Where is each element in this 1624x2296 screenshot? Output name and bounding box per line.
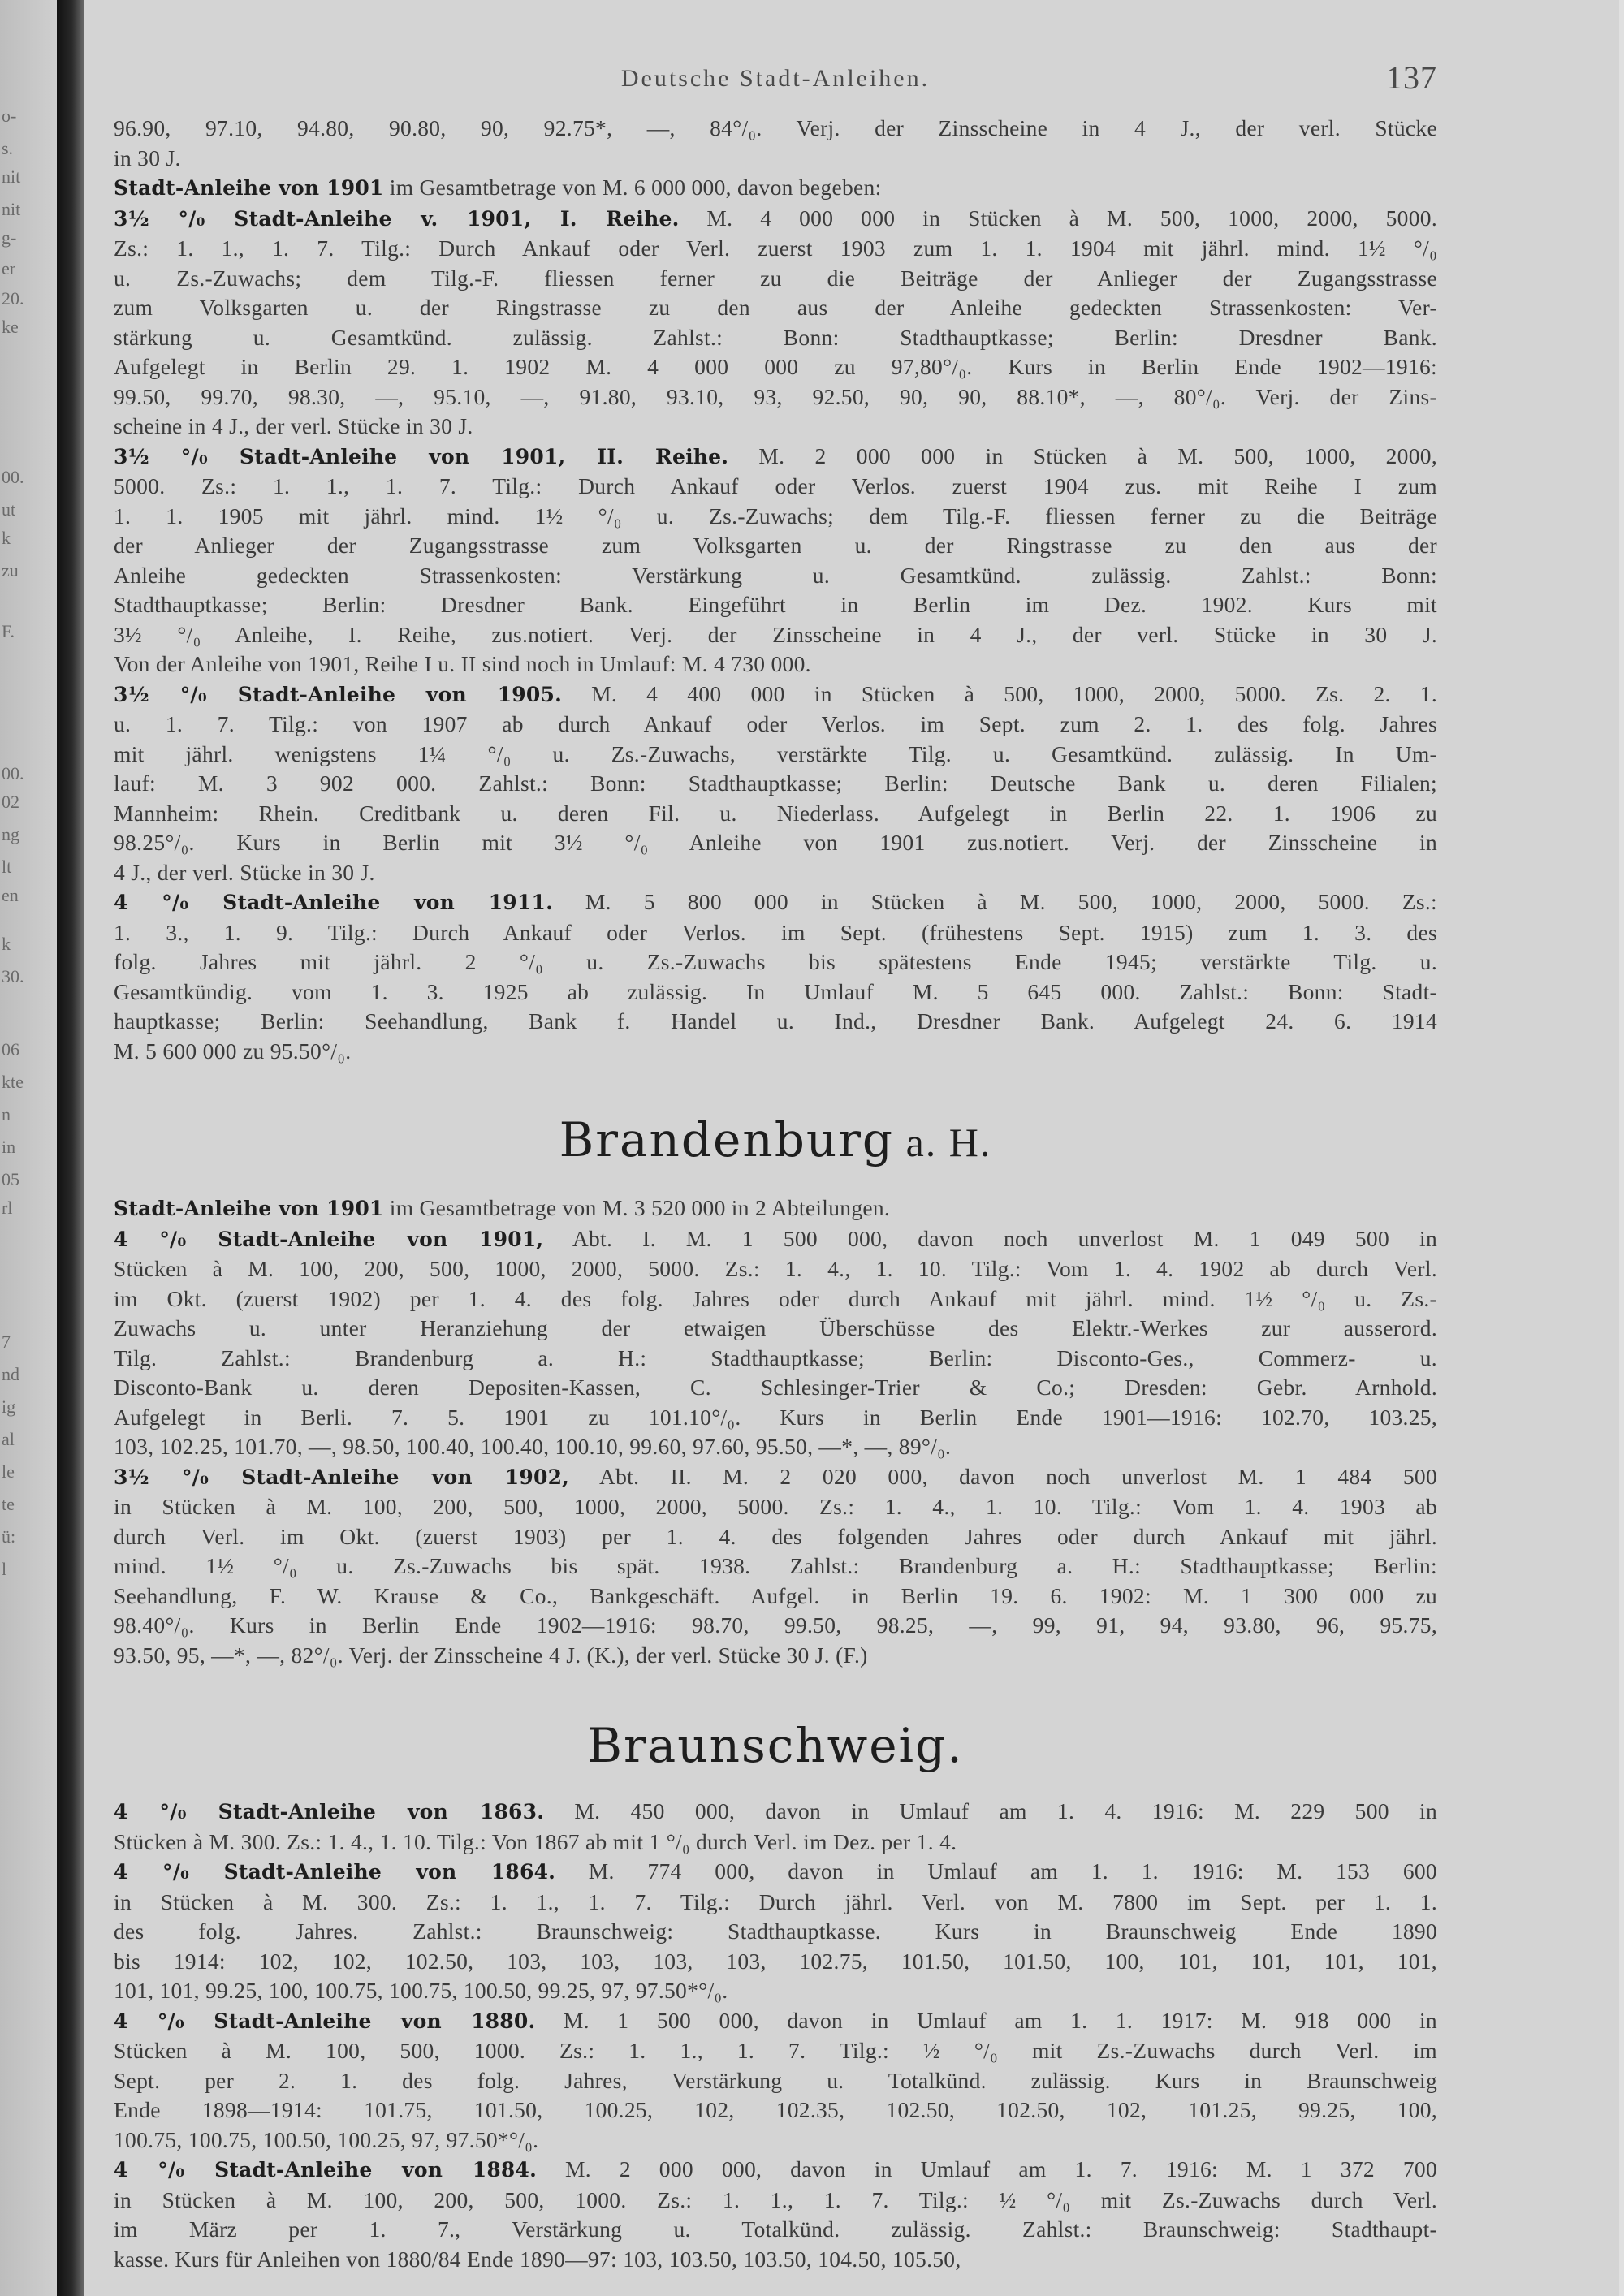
text-line (114, 680, 1437, 710)
previous-page-fragment: ng (2, 824, 19, 844)
line-text: Sept. per 2. 1. des folg. Jahres, Verstärkung u. Totalkünd. zulässig. Kurs in Braunschweig (114, 2067, 1437, 2093)
text-line (114, 858, 1437, 888)
line-text: stärkung u. Gesamtkünd. zulässig. Zahlst.: Bonn: Stadthauptkasse; Berlin: Dresdner Bank. (114, 324, 1437, 350)
entry-heading: 3½ °/₀ Stadt-Anleihe von 1901, II. Reihe. (114, 444, 729, 468)
line-text: im März per 1. 7., Verstärkung u. Totalkünd. zulässig. Zahlst.: Braunschweig: Stadthaupt- (114, 2216, 1437, 2242)
line-text: M. 450 000, davon in Umlauf am 1. 4. 1916: M. 229 500 in (544, 1798, 1437, 1823)
line-text: M. 1 500 000, davon in Umlauf am 1. 1. 1917: M. 918 000 in (535, 2007, 1437, 2033)
line-text: 1. 3., 1. 9. Tilg.: Durch Ankauf oder Verlos. im Sept. (frühestens Sept. 1915) zum 1. 3. des (114, 919, 1437, 945)
line-text: Zuwachs u. unter Heranziehung der etwaigen Überschüsse des Elektr.-Werkes zur ausserord. (114, 1315, 1437, 1340)
line-text: Mannheim: Rhein. Creditbank u. deren Fil. u. Niederlass. Aufgelegt in Berlin 22. 1. 1906 zu (114, 800, 1437, 826)
book-gutter (57, 0, 84, 2296)
previous-page-fragment: zu (2, 560, 19, 580)
text-line (114, 1224, 1437, 1255)
entry-heading: 4 °/₀ Stadt-Anleihe von 1864. (114, 1860, 556, 1884)
entry-heading: 3½ °/₀ Stadt-Anleihe von 1905. (114, 682, 562, 706)
previous-page-fragment: te (2, 1494, 15, 1514)
previous-page-fragment: er (2, 258, 16, 278)
previous-page-fragment: ke (2, 317, 19, 337)
line-text: im Gesamtbetrage von M. 6 000 000, davon begeben: (383, 175, 882, 200)
line-text: M. 5 800 000 in Stücken à M. 500, 1000, 2000, 5000. Zs.: (553, 889, 1437, 914)
text-line (114, 264, 1437, 294)
text-line (114, 1492, 1437, 1522)
text-line (114, 382, 1437, 412)
line-text: 3½ °/₀ Anleihe, I. Reihe, zus.notiert. Verj. der Zinsscheine in 4 J., der verl. Stücke in 30 J. (114, 621, 1437, 647)
line-text: des folg. Jahres. Zahlst.: Braunschweig: Stadthauptkasse. Kurs in Braunschweig Ende 1890 (114, 1918, 1437, 1944)
text-line (114, 710, 1437, 740)
text-line (114, 561, 1437, 591)
entry-heading: 4 °/₀ Stadt-Anleihe von 1911. (114, 891, 553, 914)
text-line (114, 740, 1437, 770)
text-line (114, 173, 1437, 204)
line-text: 100.75, 100.75, 100.50, 100.25, 97, 97.50*°/₀. (114, 2126, 539, 2152)
text-line (114, 1284, 1437, 1314)
text-line (114, 2186, 1437, 2216)
text-line (114, 531, 1437, 561)
previous-page-fragment: 7 (2, 1331, 11, 1352)
previous-page-fragment: n (2, 1104, 11, 1124)
text-line (114, 1007, 1437, 1037)
entry-heading: Stadt-Anleihe von 1901 (114, 176, 384, 200)
running-title: Deutsche Stadt-Anleihen. (620, 65, 931, 92)
text-line (114, 650, 1437, 680)
previous-page-fragment: nit (2, 199, 21, 219)
section-title-main: Brandenburg (559, 1112, 895, 1167)
previous-page-fragment: al (2, 1429, 15, 1449)
text-line (114, 1947, 1437, 1977)
text-line (114, 1552, 1437, 1582)
section-title (114, 1111, 1437, 1171)
line-text: Ende 1898—1914: 101.75, 101.50, 100.25, 102, 102.35, 102.50, 102.50, 102, 101.25, 99.25, 100, (114, 2097, 1437, 2122)
line-text: 5000. Zs.: 1. 1., 1. 7. Tilg.: Durch Ankauf oder Verlos. zuerst 1904 zus. mit Reihe I zum (114, 473, 1437, 498)
text-line (114, 1522, 1437, 1552)
text-line (114, 947, 1437, 978)
line-text: M. 774 000, davon in Umlauf am 1. 1. 1916: M. 153 600 (555, 1858, 1437, 1884)
text-line (114, 1193, 1437, 1224)
previous-page-fragment: k (2, 934, 11, 954)
text-line (114, 2066, 1437, 2096)
previous-page-fragment: le (2, 1461, 15, 1482)
previous-page-fragment: ut (2, 499, 16, 520)
text-line (114, 352, 1437, 382)
right-page-edge (1619, 0, 1624, 2296)
text-line (114, 2006, 1437, 2037)
previous-page-fragment: nd (2, 1364, 19, 1384)
entry-heading: Stadt-Anleihe von 1901 (114, 1197, 384, 1220)
text-line (114, 1917, 1437, 1947)
previous-page-edge (0, 0, 57, 2296)
text-line (114, 1641, 1437, 1671)
text-line (114, 1611, 1437, 1641)
line-text: lauf: M. 3 902 000. Zahlst.: Bonn: Stadthauptkasse; Berlin: Deutsche Bank u. deren Filialen; (114, 770, 1437, 796)
line-text: Tilg. Zahlst.: Brandenburg a. H.: Stadthauptkasse; Berlin: Disconto-Ges., Commerz- u. (114, 1344, 1437, 1370)
text-line (114, 442, 1437, 473)
text-line (114, 144, 1437, 174)
previous-page-fragment: k (2, 528, 11, 548)
text-line (114, 1857, 1437, 1888)
line-text: 1. 1. 1905 mit jährl. mind. 1½ °/₀ u. Zs.-Zuwachs; dem Tilg.-F. fliessen ferner zu die Beiträge (114, 503, 1437, 529)
previous-page-fragment: s. (2, 138, 14, 158)
page-content (114, 114, 1437, 2274)
text-line (114, 293, 1437, 323)
line-text: im Gesamtbetrage von M. 3 520 000 in 2 Abteilungen. (383, 1195, 891, 1220)
entry-heading: 3½ °/₀ Stadt-Anleihe v. 1901, I. Reihe. (114, 206, 680, 231)
previous-page-fragment: 06 (2, 1039, 19, 1060)
entry-heading: 4 °/₀ Stadt-Anleihe von 1863. (114, 1800, 545, 1823)
text-line (114, 114, 1437, 144)
line-text: Stadthauptkasse; Berlin: Dresdner Bank. Eingeführt in Berlin im Dez. 1902. Kurs mit (114, 592, 1437, 617)
line-text: im Okt. (zuerst 1902) per 1. 4. des folg. Jahres oder durch Ankauf mit jährl. mind. 1½ °/₀ u. Zs.- (114, 1285, 1437, 1311)
entry-heading: 3½ °/₀ Stadt-Anleihe von 1902, (114, 1465, 570, 1489)
line-text: in Stücken à M. 300. Zs.: 1. 1., 1. 7. Tilg.: Durch jährl. Verl. von M. 7800 im Sept. per 1. 1. (114, 1888, 1437, 1914)
entry-heading: 4 °/₀ Stadt-Anleihe von 1880. (114, 2009, 536, 2033)
line-text: in Stücken à M. 100, 200, 500, 1000, 2000, 5000. Zs.: 1. 4., 1. 10. Tilg.: Vom 1. 4. 1903 ab (114, 1494, 1437, 1519)
line-text: Disconto-Bank u. deren Depositen-Kassen, C. Schlesinger-Trier & Co.; Dresden: Gebr. Arnhold. (114, 1375, 1437, 1400)
line-text: Stücken à M. 100, 200, 500, 1000, 2000, 5000. Zs.: 1. 4., 1. 10. Tilg.: Vom 1. 4. 1902 ab durch Verl. (114, 1256, 1437, 1281)
running-header (114, 59, 1437, 114)
text-line (114, 1403, 1437, 1433)
text-line (114, 2245, 1437, 2275)
line-text: in 30 J. (114, 145, 181, 170)
previous-page-fragment: 02 (2, 792, 19, 812)
previous-page-fragment: 20. (2, 288, 24, 309)
text-line (114, 2155, 1437, 2186)
text-line (114, 2215, 1437, 2245)
line-text: zum Volksgarten u. der Ringstrasse zu den aus der Anleihe gedeckten Strassenkosten: Ver- (114, 295, 1437, 320)
line-text: Gesamtkündig. vom 1. 3. 1925 ab zulässig. In Umlauf M. 5 645 000. Zahlst.: Bonn: Stadt- (114, 978, 1437, 1004)
book-page (114, 59, 1437, 2273)
previous-page-fragment: lt (2, 857, 12, 877)
line-text: u. 1. 7. Tilg.: von 1907 ab durch Ankauf oder Verlos. im Sept. zum 2. 1. des folg. Jahres (114, 711, 1437, 736)
line-text: Stücken à M. 100, 500, 1000. Zs.: 1. 1., 1. 7. Tilg.: ½ °/₀ mit Zs.-Zuwachs durch Verl. im (114, 2038, 1437, 2063)
line-text: Seehandlung, F. W. Krause & Co., Bankgeschäft. Aufgel. in Berlin 19. 6. 1902: M. 1 300 000 zu (114, 1582, 1437, 1608)
previous-page-fragment: 05 (2, 1169, 19, 1189)
line-text: Zs.: 1. 1., 1. 7. Tilg.: Durch Ankauf oder Verl. zuerst 1903 zum 1. 1. 1904 mit jährl. mind. 1½ °/₀ (114, 235, 1437, 261)
previous-page-fragment: 30. (2, 966, 24, 986)
line-text: Aufgelegt in Berli. 7. 5. 1901 zu 101.10°/₀. Kurs in Berlin Ende 1901—1916: 102.70, 103.25, (114, 1404, 1437, 1430)
text-line (114, 1373, 1437, 1403)
text-line (114, 234, 1437, 264)
previous-page-fragment: g- (2, 227, 17, 248)
line-text: M. 2 000 000, davon in Umlauf am 1. 7. 1916: M. 1 372 700 (537, 2156, 1437, 2182)
line-text: der Anlieger der Zugangsstrasse zum Volksgarten u. der Ringstrasse zu den aus der (114, 533, 1437, 558)
previous-page-fragment: F. (2, 621, 15, 641)
line-text: hauptkasse; Berlin: Seehandlung, Bank f. Handel u. Ind., Dresdner Bank. Aufgelegt 24. 6. 1914 (114, 1008, 1437, 1034)
text-line (114, 1314, 1437, 1344)
line-text: mind. 1½ °/₀ u. Zs.-Zuwachs bis spät. 1938. Zahlst.: Brandenburg a. H.: Stadthauptkasse; Berlin: (114, 1553, 1437, 1578)
line-text: Anleihe gedeckten Strassenkosten: Verstärkung u. Gesamtkünd. zulässig. Zahlst.: Bonn: (114, 562, 1437, 588)
previous-page-fragment: ig (2, 1396, 16, 1417)
text-line (114, 1888, 1437, 1918)
previous-page-fragment: kte (2, 1072, 24, 1092)
line-text: 101, 101, 99.25, 100, 100.75, 100.75, 100.50, 99.25, 97, 97.50*°/₀. (114, 1978, 728, 2003)
line-text: M. 4 400 000 in Stücken à 500, 1000, 2000, 5000. Zs. 2. 1. (561, 680, 1437, 706)
section-title (114, 1717, 1437, 1774)
line-text: u. Zs.-Zuwachs; dem Tilg.-F. fliessen ferner zu die Beiträge der Anlieger der Zugangsstrasse (114, 265, 1437, 291)
section-title-suffix: a. H. (894, 1120, 992, 1165)
line-text: 93.50, 95, —*, —, 82°/₀. Verj. der Zinsscheine 4 J. (K.), der verl. Stücke 30 J. (F.) (114, 1642, 868, 1668)
text-line (114, 472, 1437, 502)
text-line (114, 502, 1437, 532)
previous-page-fragment: ü: (2, 1526, 16, 1547)
text-line (114, 2095, 1437, 2126)
line-text: mit jährl. wenigstens 1¼ °/₀ u. Zs.-Zuwachs, verstärkte Tilg. u. Gesamtkünd. zulässig. In Um- (114, 740, 1437, 766)
previous-page-fragment: l (2, 1559, 7, 1579)
text-line (114, 769, 1437, 799)
previous-page-fragment: nit (2, 166, 21, 187)
line-text: folg. Jahres mit jährl. 2 °/₀ u. Zs.-Zuwachs bis spätestens Ende 1945; verstärkte Tilg. u. (114, 949, 1437, 974)
line-text: Abt. I. M. 1 500 000, davon noch unverlost M. 1 049 500 in (543, 1225, 1437, 1251)
line-text: in Stücken à M. 100, 200, 500, 1000. Zs.: 1. 1., 1. 7. Tilg.: ½ °/₀ mit Zs.-Zuwachs durch Verl. (114, 2186, 1437, 2212)
page-number: 137 (1386, 59, 1437, 96)
line-text: 99.50, 99.70, 98.30, —, 95.10, —, 91.80, 93.10, 93, 92.50, 90, 90, 88.10*, —, 80°/₀. Verj. der Zins- (114, 383, 1437, 409)
previous-page-fragment: en (2, 885, 19, 905)
line-text: kasse. Kurs für Anleihen von 1880/84 Ende 1890—97: 103, 103.50, 103.50, 104.50, 105.50, (114, 2246, 961, 2272)
text-line (114, 1462, 1437, 1493)
section-title-main: Braunschweig. (587, 1718, 964, 1773)
previous-page-fragment: 00. (2, 467, 24, 487)
text-line (114, 1828, 1437, 1858)
line-text: M. 5 600 000 zu 95.50°/₀. (114, 1038, 352, 1064)
line-text: durch Verl. im Okt. (zuerst 1903) per 1. 4. des folgenden Jahres oder durch Ankauf mit jährl. (114, 1523, 1437, 1549)
text-line (114, 2126, 1437, 2156)
text-line (114, 1254, 1437, 1284)
previous-page-fragment: in (2, 1137, 16, 1157)
line-text: 103, 102.25, 101.70, —, 98.50, 100.40, 100.40, 100.10, 99.60, 97.60, 95.50, —*, —, 89°/₀. (114, 1434, 952, 1459)
line-text: scheine in 4 J., der verl. Stücke in 30 J. (114, 413, 473, 438)
line-text: bis 1914: 102, 102, 102.50, 103, 103, 103, 103, 102.75, 101.50, 101.50, 100, 101, 101, 101, 101, (114, 1948, 1437, 1974)
line-text: 4 J., der verl. Stücke in 30 J. (114, 859, 375, 885)
text-line (114, 1037, 1437, 1067)
text-line (114, 978, 1437, 1008)
text-line (114, 799, 1437, 829)
text-line (114, 412, 1437, 442)
entry-heading: 4 °/₀ Stadt-Anleihe von 1901, (114, 1227, 544, 1251)
line-text: 98.40°/₀. Kurs in Berlin Ende 1902—1916: 98.70, 99.50, 98.25, —, 99, 91, 94, 93.80, 96, 95.75, (114, 1612, 1437, 1638)
line-text: Von der Anleihe von 1901, Reihe I u. II sind noch in Umlauf: M. 4 730 000. (114, 651, 811, 676)
text-line (114, 204, 1437, 235)
text-line (114, 828, 1437, 858)
text-line (114, 887, 1437, 918)
text-line (114, 590, 1437, 620)
line-text: 96.90, 97.10, 94.80, 90.80, 90, 92.75*, —, 84°/₀. Verj. der Zinsscheine in 4 J., der verl. Stücke (114, 115, 1437, 140)
text-line (114, 1582, 1437, 1612)
line-text: M. 4 000 000 in Stücken à M. 500, 1000, 2000, 5000. (679, 205, 1437, 231)
previous-page-fragment: rl (2, 1198, 13, 1218)
text-line (114, 323, 1437, 353)
text-line (114, 1432, 1437, 1462)
line-text: Aufgelegt in Berlin 29. 1. 1902 M. 4 000 000 zu 97,80°/₀. Kurs in Berlin Ende 1902—1916: (114, 354, 1437, 379)
text-line (114, 620, 1437, 650)
previous-page-fragment: 00. (2, 763, 24, 783)
text-line (114, 1797, 1437, 1828)
line-text: M. 2 000 000 in Stücken à M. 500, 1000, 2000, (728, 442, 1437, 468)
text-line (114, 1344, 1437, 1374)
line-text: Abt. II. M. 2 020 000, davon noch unverlost M. 1 484 500 (569, 1463, 1437, 1489)
entry-heading: 4 °/₀ Stadt-Anleihe von 1884. (114, 2158, 538, 2182)
text-line (114, 918, 1437, 948)
text-line (114, 2036, 1437, 2066)
previous-page-fragment: o- (2, 106, 17, 126)
line-text: 98.25°/₀. Kurs in Berlin mit 3½ °/₀ Anleihe von 1901 zus.notiert. Verj. der Zinsscheine in (114, 830, 1437, 855)
text-line (114, 1976, 1437, 2006)
line-text: Stücken à M. 300. Zs.: 1. 4., 1. 10. Tilg.: Von 1867 ab mit 1 °/₀ durch Verl. im Dez. per 1. 4. (114, 1828, 957, 1854)
